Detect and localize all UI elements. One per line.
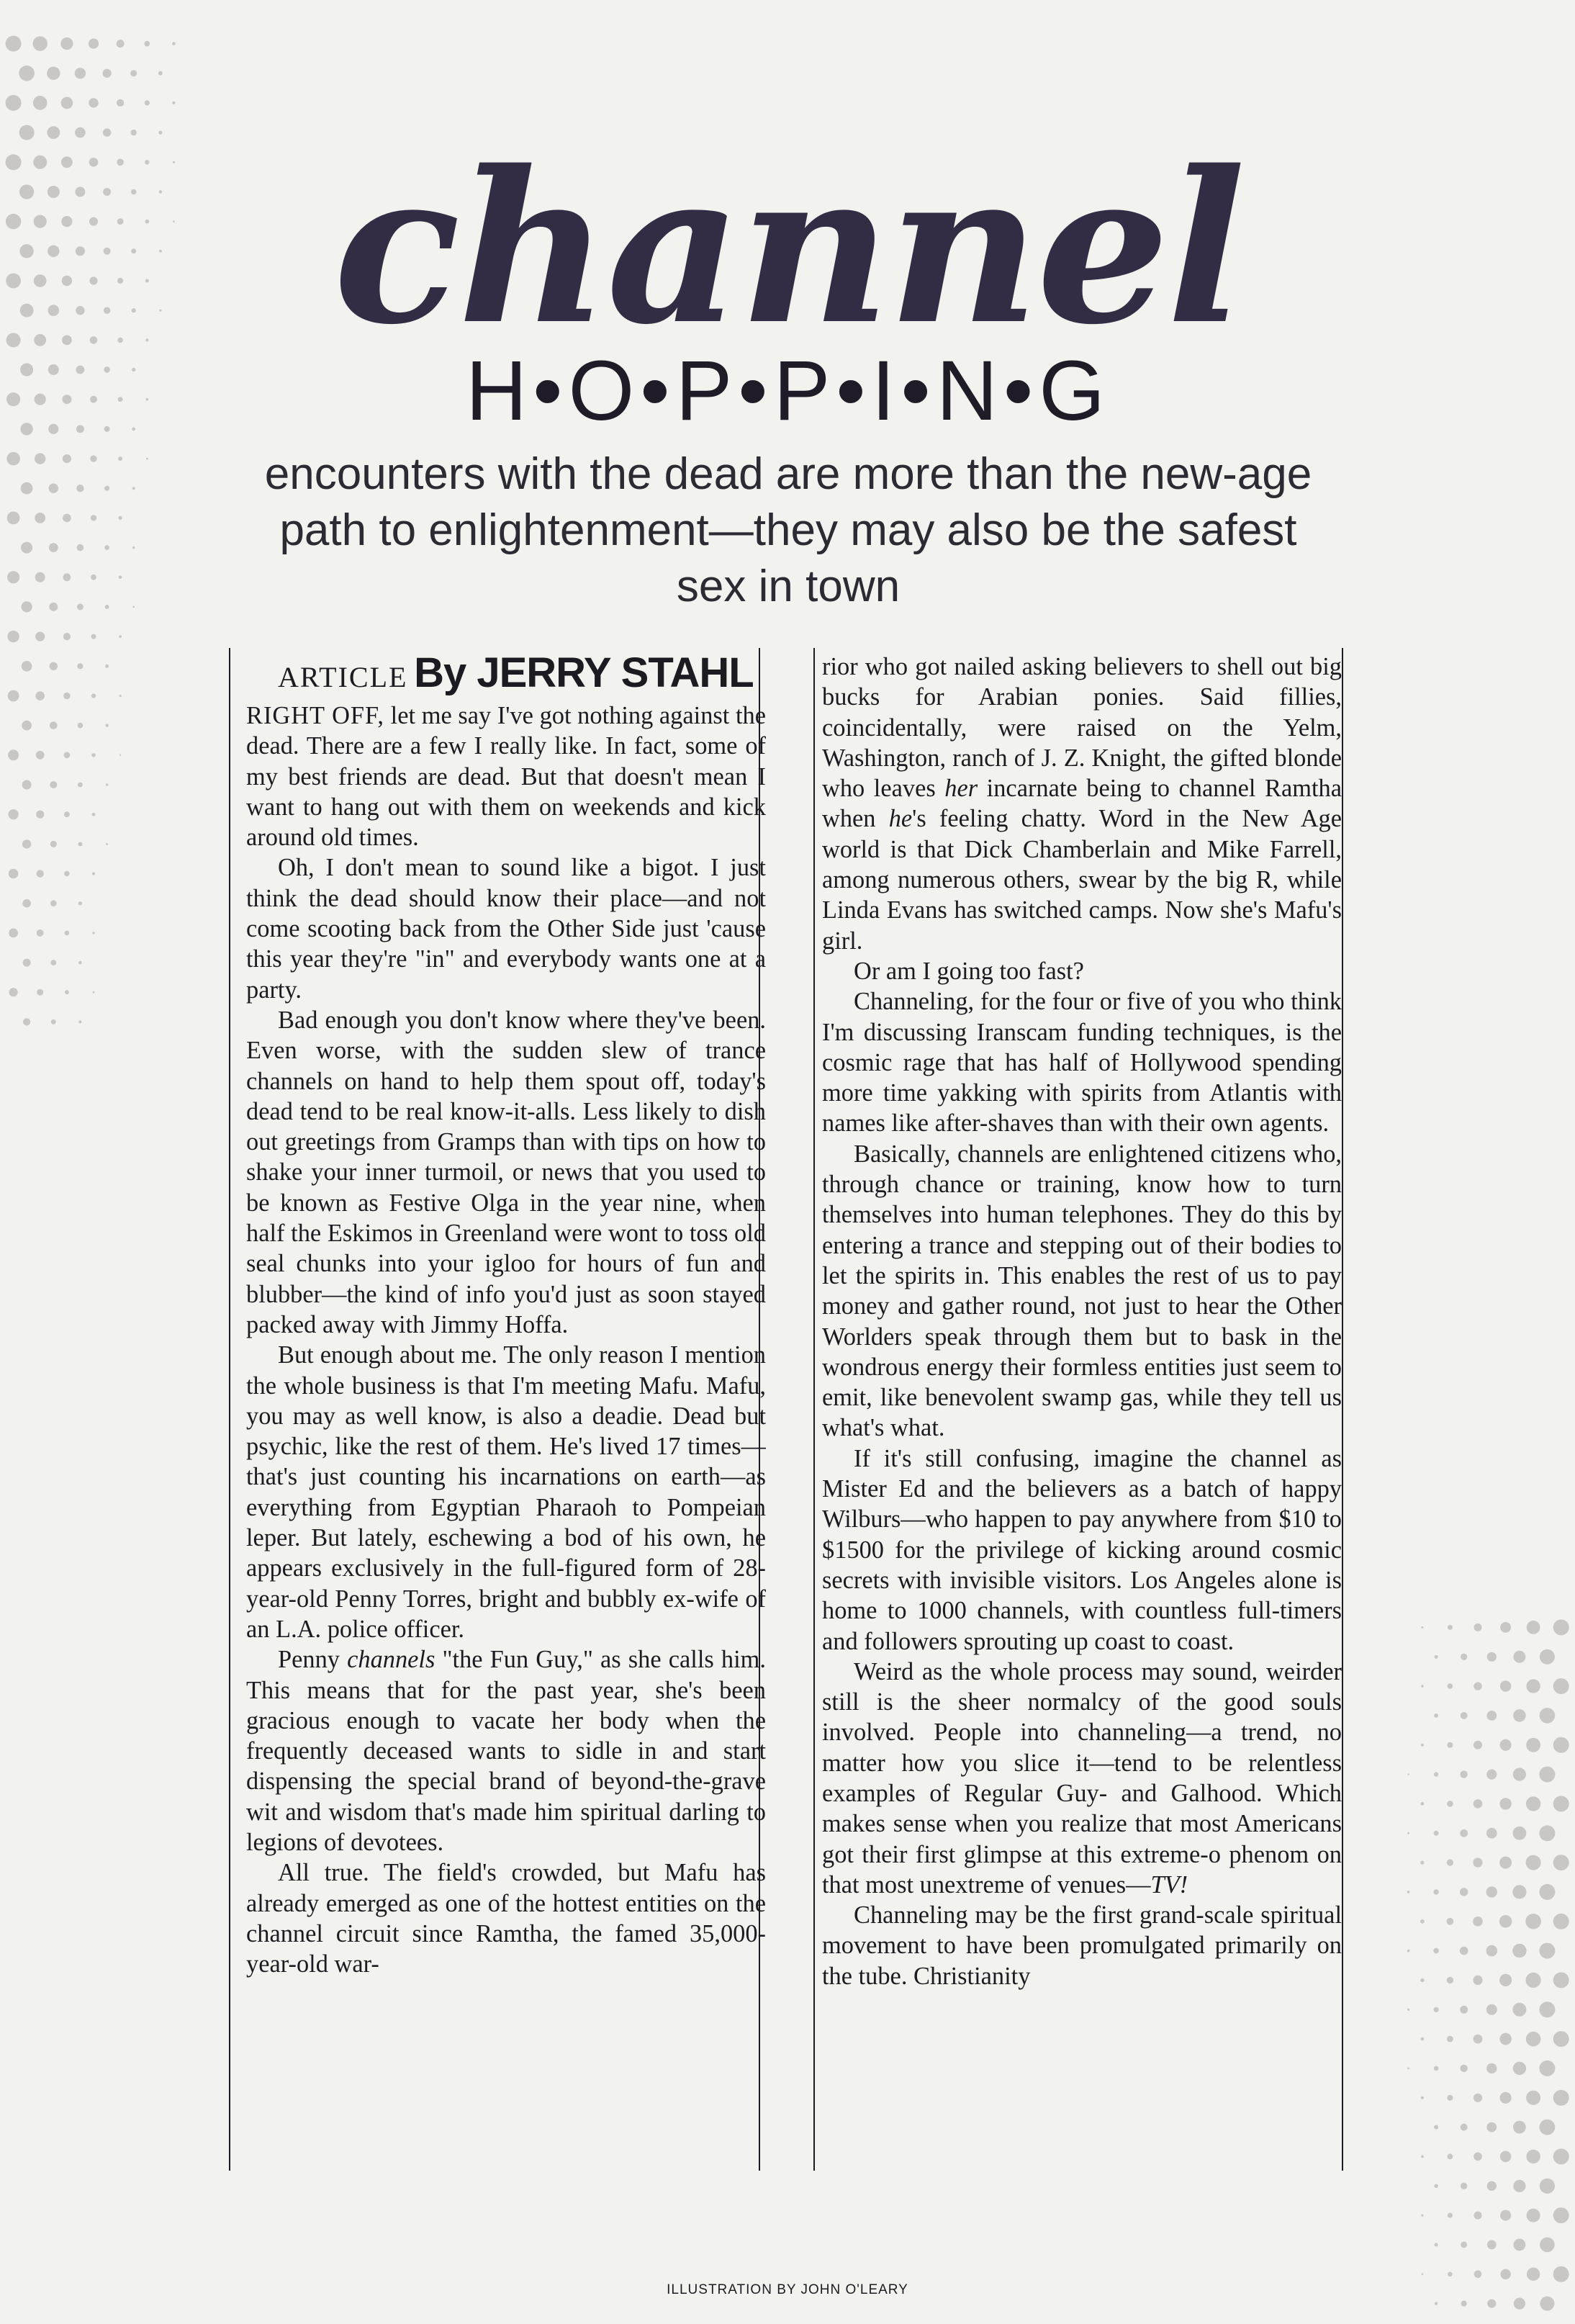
paragraph: Weird as the whole process may sound, weirder still is the sheer normalcy of the good souls involved. People into channeling—a trend, no matter how you slice it—tend to be relentless examples of Regular Guy- and Galhood. Which makes sense when you realize that most Americans got their first glimpse at this extreme-o phenom on that most unextreme of venues—TV! [822, 1657, 1342, 1899]
paragraph: Channeling, for the four or five of you who think I'm discussing Iranscam funding techniques, is the cosmic rage that has half of Hollywood spending more time yakking with spirits from Atlantis with names like after-shaves than with their own agents. [822, 988, 1342, 1138]
column-rule-center-right [813, 648, 815, 2171]
column-rule-left [229, 648, 230, 2171]
article-column-1 [246, 652, 766, 2171]
paragraph: Or am I going too fast? [854, 957, 1084, 985]
paragraph: Channeling may be the first grand-scale spiritual movement to have been promulgated primarily on the tube. Christianity [822, 1901, 1342, 1990]
column-rule-right [1342, 648, 1343, 2171]
illustration-credit: ILLUSTRATION BY JOHN O'LEARY [667, 2282, 908, 2297]
paragraph: Penny channels "the Fun Guy," as she calls him. This means that for the past year, she's been gracious enough to vacate her body when the frequently deceased wants to sidle in and start dispensing the special brand of beyond-the-grave wit and wisdom that's made him spiritual darling to legions of devotees. [246, 1646, 766, 1856]
paragraph: Oh, I don't mean to sound like a bigot. I just think the dead should know their place—and not come scooting back from the Other Side just 'cause this year they're "in" and everybody wants one at a party. [246, 854, 766, 1004]
paragraph: Bad enough you don't know where they've been. Even worse, with the sudden slew of trance channels on hand to help them spout off, today's dead tend to be real know-it-alls. Less likely to dish out greetings from Gramps than with tips on how to shake your inner turmoil, or news that you used to be known as Festive Olga in the year nine, when half the Eskimos in Greenland were wont to toss old seal chunks into your igloo for hours of fun and blubber—the kind of info you'd just as soon stayed packed away with Jimmy Hoffa. [246, 1006, 766, 1338]
paragraph: If it's still confusing, imagine the channel as Mister Ed and the believers as a batch of happy Wilburs—who happen to pay anywhere from $10 to $1500 for the privilege of kicking around cosmic secrets with invisible visitors. Los Angeles alone is home to 1000 channels, with countless full-timers and followers sprouting up coast to coast. [822, 1444, 1342, 1655]
byline-author: By JERRY STAHL [414, 652, 754, 696]
article-column-2 [822, 652, 1342, 2171]
paragraph: Basically, channels are enlightened citizens who, through chance or training, know how to turn themselves into human telephones. They do this by entering a trance and stepping out of their bodies to let the spirits in. This enables the rest of us to pay money and gather round, not just to hear the Other Worlders speak through them but to bask in the wondrous energy their formless entities just seem to emit, like benevolent swamp gas, while they tell us what's what. [822, 1140, 1342, 1442]
paragraph: But enough about me. The only reason I mention the whole business is that I'm meeting Mafu. Mafu, you may as well know, is also a deadie. Dead but psychic, like the rest of them. He's lived 17 times—that's just counting his incarnations on earth—as everything from Egyptian Pharaoh to Pompeian leper. But lately, eschewing a bod of his own, he appears exclusively in the full-figured form of 28-year-old Penny Torres, bright and bubbly ex-wife of an L.A. police officer. [246, 1341, 766, 1643]
paragraph: All true. The field's crowded, but Mafu has already emerged as one of the hottest entities on the channel circuit since Ramtha, the famed 35,000-year-old war- [246, 1859, 766, 1978]
byline-label: ARTICLE [278, 661, 408, 693]
byline [246, 652, 766, 701]
paragraph: RIGHT OFF, let me say I've got nothing against the dead. There are a few I really like. In fact, some of my best friends are dead. But that doesn't mean I want to hang out with them on weekends and kick around old times. [246, 702, 766, 852]
lead-in: RIGHT OFF, [246, 702, 385, 729]
paragraph: rior who got nailed asking believers to shell out big bucks for Arabian ponies. Said fillies, coincidentally, were raised on the Yelm, Washington, ranch of J. Z. Knight, the gifted blonde who leaves her incarnate being to channel Ramtha when he's feeling chatty. Word in the New Age world is that Dick Chamberlain and Mike Farrell, among numerous others, swear by the big R, while Linda Evans has switched camps. Now she's Mafu's girl. [822, 653, 1342, 955]
article-deck: encounters with the dead are more than the new-age path to enlightenment—they may also be the safest sex in town [264, 449, 1312, 611]
headline-title: channel [333, 126, 1243, 371]
halftone-dots-left [0, 29, 187, 1037]
halftone-dots-right [1381, 1613, 1575, 2318]
headline-kicker: H•O•P•P•I•N•G [465, 343, 1111, 438]
